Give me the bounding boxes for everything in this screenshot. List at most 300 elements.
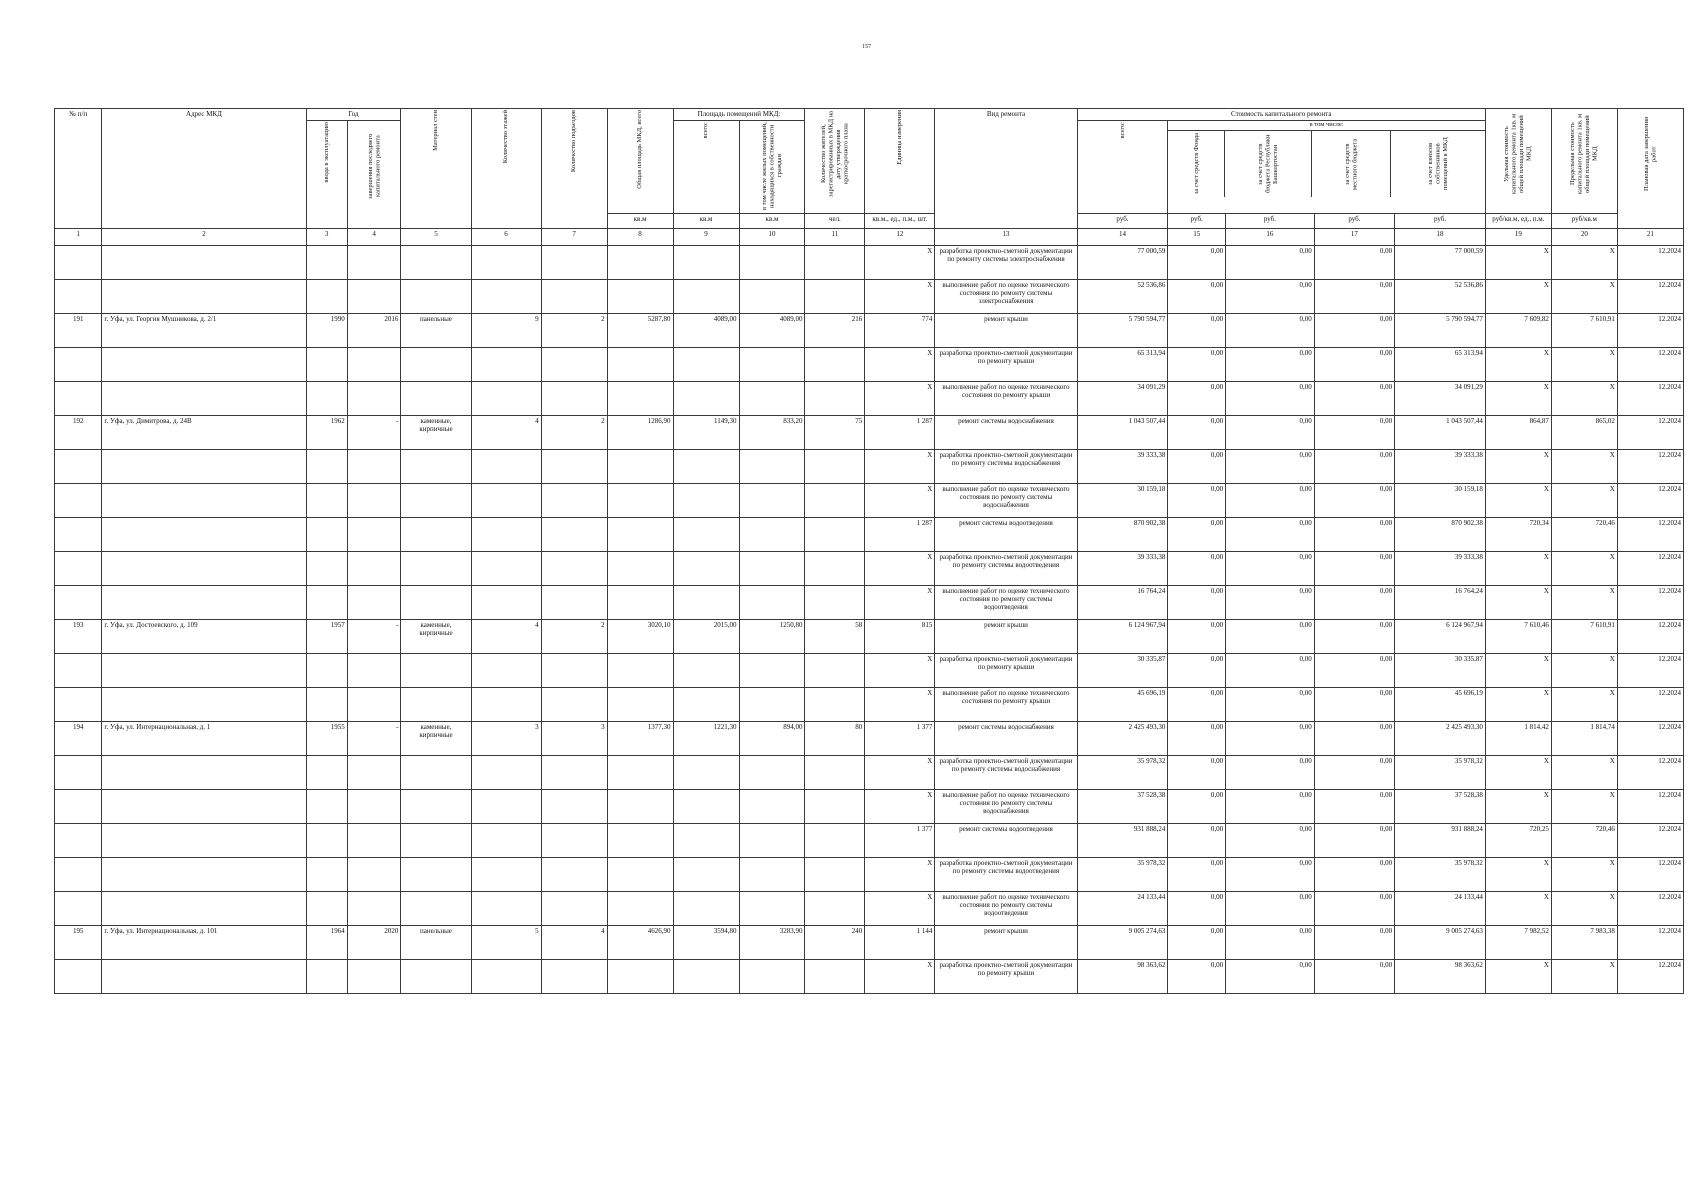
unit-cost-cell: X [1485, 858, 1551, 892]
cost-republic-cell: 0,00 [1226, 348, 1315, 382]
header-premises-owned: в том числе жилых помещений, находящихся в собственности граждан [739, 121, 805, 214]
address-cell [102, 790, 306, 824]
cost-owners-cell: 39 333,38 [1395, 450, 1486, 484]
table-row [55, 280, 1684, 314]
cost-owners-cell: 9 005 274,63 [1395, 926, 1486, 960]
col-number: 8 [607, 229, 673, 246]
unit-cell: X [865, 348, 935, 382]
commission-year-cell: 1955 [306, 722, 347, 756]
cost-owners-cell: 98 363,62 [1395, 960, 1486, 994]
header-unit-cost: Удельная стоимость капитального ремонта 1кв. м общей площади помещений МКД [1485, 109, 1551, 214]
entrances-cell [541, 450, 607, 484]
planned-date-cell: 12.2024 [1617, 314, 1683, 348]
premises-owned-cell: 4089,00 [739, 314, 805, 348]
floors-cell [471, 552, 541, 586]
row-number: 193 [55, 620, 102, 654]
repair-type-cell: разработка проектно-сметной документации по ремонту крыши [935, 654, 1077, 688]
header-cost-local: за счет средств местного бюджета [1312, 131, 1391, 197]
table-row [55, 756, 1684, 790]
entrances-cell: 2 [541, 314, 607, 348]
entrances-cell [541, 960, 607, 994]
cost-republic-cell: 0,00 [1226, 484, 1315, 518]
max-cost-cell: X [1551, 552, 1617, 586]
residents-cell [805, 552, 865, 586]
commission-year-cell [306, 552, 347, 586]
premises-total-cell [673, 246, 739, 280]
entrances-cell [541, 756, 607, 790]
cost-local-cell: 0,00 [1314, 824, 1394, 858]
total-area-cell: 5287,80 [607, 314, 673, 348]
floors-cell [471, 824, 541, 858]
premises-total-cell [673, 382, 739, 416]
max-cost-cell: X [1551, 756, 1617, 790]
max-cost-cell: X [1551, 858, 1617, 892]
total-area-cell [607, 790, 673, 824]
max-cost-cell: X [1551, 586, 1617, 620]
unit-cost-cell: X [1485, 688, 1551, 722]
header-year-last-repair: завершения последнего капитального ремонта [347, 121, 401, 229]
commission-year-cell [306, 518, 347, 552]
cost-fund-cell: 0,00 [1168, 484, 1226, 518]
wall-material-cell [401, 824, 471, 858]
repair-type-cell: ремонт крыши [935, 620, 1077, 654]
unit-cost-cell: X [1485, 246, 1551, 280]
planned-date-cell: 12.2024 [1617, 858, 1683, 892]
unit-cost-cell: X [1485, 960, 1551, 994]
wall-material-cell: каменные, кирпичные [401, 416, 471, 450]
repair-type-cell: ремонт системы водоотведения [935, 518, 1077, 552]
cost-fund-cell: 0,00 [1168, 552, 1226, 586]
row-number [55, 960, 102, 994]
cost-republic-cell: 0,00 [1226, 960, 1315, 994]
cost-local-cell: 0,00 [1314, 484, 1394, 518]
commission-year-cell [306, 688, 347, 722]
col-number: 9 [673, 229, 739, 246]
entrances-cell: 2 [541, 416, 607, 450]
total-area-cell [607, 892, 673, 926]
unit-cost-cell: X [1485, 790, 1551, 824]
header-cost-fund: за счет средств Фонда [1168, 131, 1225, 197]
cost-owners-cell: 1 043 507,44 [1395, 416, 1486, 450]
residents-cell [805, 824, 865, 858]
table-row [55, 620, 1684, 654]
total-area-cell [607, 246, 673, 280]
wall-material-cell [401, 348, 471, 382]
unit-cell: X [865, 586, 935, 620]
header-repair-type: Вид ремонта [935, 109, 1077, 229]
cost-owners-cell: 52 536,86 [1395, 280, 1486, 314]
table-row [55, 790, 1684, 824]
planned-date-cell: 12.2024 [1617, 756, 1683, 790]
total-area-cell [607, 450, 673, 484]
repair-type-cell: ремонт системы водоснабжения [935, 416, 1077, 450]
unit-max-cost: руб/кв.м [1551, 214, 1617, 229]
cost-fund-cell: 0,00 [1168, 450, 1226, 484]
address-cell [102, 382, 306, 416]
entrances-cell [541, 858, 607, 892]
cost-owners-cell: 37 528,38 [1395, 790, 1486, 824]
col-number: 11 [805, 229, 865, 246]
header-residents: Количество жителей, зарегистрированных в МКД на дату утверждения краткосрочного плана [805, 109, 865, 214]
premises-owned-cell [739, 450, 805, 484]
residents-cell [805, 382, 865, 416]
cost-fund-cell: 0,00 [1168, 586, 1226, 620]
address-cell [102, 960, 306, 994]
address-cell [102, 858, 306, 892]
address-cell: г. Уфа, ул. Интернациональная, д. 101 [102, 926, 306, 960]
total-area-cell [607, 654, 673, 688]
col-number: 18 [1395, 229, 1486, 246]
cost-republic-cell: 0,00 [1226, 790, 1315, 824]
row-number [55, 858, 102, 892]
floors-cell [471, 756, 541, 790]
planned-date-cell: 12.2024 [1617, 790, 1683, 824]
floors-cell [471, 450, 541, 484]
floors-cell [471, 246, 541, 280]
residents-cell [805, 484, 865, 518]
total-area-cell: 1286,90 [607, 416, 673, 450]
header-row-1 [55, 109, 1684, 121]
last-repair-year-cell [347, 858, 401, 892]
entrances-cell: 2 [541, 620, 607, 654]
commission-year-cell: 1957 [306, 620, 347, 654]
unit-cost-cell: 7 609,82 [1485, 314, 1551, 348]
capital-repair-table-sheet [54, 108, 1684, 994]
max-cost-cell: 1 814,74 [1551, 722, 1617, 756]
unit-cost-cell: 864,87 [1485, 416, 1551, 450]
unit-cell: X [865, 688, 935, 722]
unit-cost-cell: 7 610,46 [1485, 620, 1551, 654]
column-numbers-row [55, 229, 1684, 246]
header-premises-total: всего: [673, 121, 739, 214]
commission-year-cell: 1962 [306, 416, 347, 450]
unit-cell: 1 377 [865, 722, 935, 756]
row-number [55, 246, 102, 280]
cost-owners-cell: 24 133,44 [1395, 892, 1486, 926]
residents-cell [805, 348, 865, 382]
unit-total-area: кв.м [607, 214, 673, 229]
commission-year-cell [306, 824, 347, 858]
premises-total-cell [673, 790, 739, 824]
total-area-cell: 1377,30 [607, 722, 673, 756]
col-number: 3 [306, 229, 347, 246]
header-premises-group: Площадь помещений МКД: [673, 109, 805, 121]
last-repair-year-cell: - [347, 416, 401, 450]
planned-date-cell: 12.2024 [1617, 654, 1683, 688]
wall-material-cell [401, 756, 471, 790]
repair-type-cell: выполнение работ по оценке технического состояния по ремонту системы электроснабжения [935, 280, 1077, 314]
cost-owners-cell: 35 978,32 [1395, 756, 1486, 790]
unit-cost-cell: X [1485, 280, 1551, 314]
cost-local-cell: 0,00 [1314, 314, 1394, 348]
premises-total-cell [673, 654, 739, 688]
unit-cost-republic: руб. [1226, 214, 1315, 229]
col-number: 5 [401, 229, 471, 246]
table-row [55, 552, 1684, 586]
premises-total-cell [673, 518, 739, 552]
cost-republic-cell: 0,00 [1226, 416, 1315, 450]
cost-local-cell: 0,00 [1314, 348, 1394, 382]
unit-measure: кв.м., ед., п.м., шт. [865, 214, 935, 229]
table-row [55, 892, 1684, 926]
cost-total-cell: 931 888,24 [1077, 824, 1168, 858]
cost-total-cell: 870 902,38 [1077, 518, 1168, 552]
premises-owned-cell [739, 824, 805, 858]
unit-cost-cell: X [1485, 654, 1551, 688]
col-number: 7 [541, 229, 607, 246]
premises-owned-cell [739, 348, 805, 382]
row-number: 195 [55, 926, 102, 960]
commission-year-cell [306, 790, 347, 824]
residents-cell [805, 450, 865, 484]
row-number [55, 586, 102, 620]
planned-date-cell: 12.2024 [1617, 926, 1683, 960]
cost-total-cell: 9 005 274,63 [1077, 926, 1168, 960]
premises-owned-cell [739, 484, 805, 518]
planned-date-cell: 12.2024 [1617, 518, 1683, 552]
cost-total-cell: 77 000,59 [1077, 246, 1168, 280]
cost-republic-cell: 0,00 [1226, 756, 1315, 790]
floors-cell [471, 892, 541, 926]
cost-fund-cell: 0,00 [1168, 790, 1226, 824]
unit-cell: 815 [865, 620, 935, 654]
commission-year-cell: 1964 [306, 926, 347, 960]
cost-total-cell: 52 536,86 [1077, 280, 1168, 314]
address-cell [102, 586, 306, 620]
col-number: 19 [1485, 229, 1551, 246]
last-repair-year-cell [347, 688, 401, 722]
header-cost-total: всего: [1077, 121, 1168, 214]
cost-fund-cell: 0,00 [1168, 926, 1226, 960]
row-number [55, 348, 102, 382]
max-cost-cell: 7 610,91 [1551, 620, 1617, 654]
max-cost-cell: X [1551, 654, 1617, 688]
unit-cost-cell: X [1485, 484, 1551, 518]
premises-total-cell [673, 450, 739, 484]
entrances-cell [541, 892, 607, 926]
header-including-columns [1168, 131, 1485, 197]
cost-owners-cell: 931 888,24 [1395, 824, 1486, 858]
unit-premises-owned: кв.м [739, 214, 805, 229]
cost-owners-cell: 65 313,94 [1395, 348, 1486, 382]
cost-owners-cell: 30 159,18 [1395, 484, 1486, 518]
premises-total-cell: 1149,30 [673, 416, 739, 450]
cost-local-cell: 0,00 [1314, 586, 1394, 620]
premises-total-cell [673, 348, 739, 382]
unit-cost-cell: X [1485, 450, 1551, 484]
wall-material-cell [401, 484, 471, 518]
premises-owned-cell [739, 246, 805, 280]
last-repair-year-cell [347, 552, 401, 586]
table-row [55, 858, 1684, 892]
premises-total-cell [673, 892, 739, 926]
unit-cost-total: руб. [1077, 214, 1168, 229]
premises-total-cell [673, 688, 739, 722]
floors-cell [471, 586, 541, 620]
cost-total-cell: 24 133,44 [1077, 892, 1168, 926]
commission-year-cell: 1990 [306, 314, 347, 348]
commission-year-cell [306, 484, 347, 518]
unit-cost-cell: X [1485, 382, 1551, 416]
header-wall-material: Материал стен [401, 109, 471, 229]
cost-republic-cell: 0,00 [1226, 450, 1315, 484]
col-number: 1 [55, 229, 102, 246]
cost-republic-cell: 0,00 [1226, 892, 1315, 926]
last-repair-year-cell [347, 280, 401, 314]
unit-cell: X [865, 484, 935, 518]
premises-owned-cell [739, 960, 805, 994]
planned-date-cell: 12.2024 [1617, 892, 1683, 926]
cost-total-cell: 35 978,32 [1077, 756, 1168, 790]
row-number: 191 [55, 314, 102, 348]
cost-local-cell: 0,00 [1314, 722, 1394, 756]
header-max-cost: Предельная стоимость капитального ремонта 1кв. м общей площади помещений МКД [1551, 109, 1617, 214]
total-area-cell [607, 518, 673, 552]
cost-local-cell: 0,00 [1314, 756, 1394, 790]
max-cost-cell: 720,46 [1551, 824, 1617, 858]
max-cost-cell: X [1551, 892, 1617, 926]
col-number: 10 [739, 229, 805, 246]
entrances-cell [541, 654, 607, 688]
repair-type-cell: разработка проектно-сметной документации по ремонту системы водоотведения [935, 552, 1077, 586]
header-including: в том числе: [1168, 121, 1485, 131]
header-including-block [1168, 121, 1486, 214]
repair-type-cell: выполнение работ по оценке технического состояния по ремонту системы водоснабжения [935, 790, 1077, 824]
repair-type-cell: разработка проектно-сметной документации по ремонту системы электроснабжения [935, 246, 1077, 280]
header-year-commission: ввода в эксплуатацию [306, 121, 347, 229]
commission-year-cell [306, 858, 347, 892]
table-row [55, 688, 1684, 722]
cost-owners-cell: 30 335,87 [1395, 654, 1486, 688]
cost-republic-cell: 0,00 [1226, 280, 1315, 314]
cost-total-cell: 39 333,38 [1077, 552, 1168, 586]
commission-year-cell [306, 280, 347, 314]
premises-total-cell [673, 280, 739, 314]
entrances-cell: 4 [541, 926, 607, 960]
cost-owners-cell: 77 000,59 [1395, 246, 1486, 280]
unit-cost-cell: X [1485, 348, 1551, 382]
col-number: 15 [1168, 229, 1226, 246]
header-entrances: Количество подъездов [541, 109, 607, 229]
address-cell [102, 518, 306, 552]
cost-fund-cell: 0,00 [1168, 382, 1226, 416]
entrances-cell [541, 246, 607, 280]
cost-owners-cell: 5 790 594,77 [1395, 314, 1486, 348]
max-cost-cell: 865,02 [1551, 416, 1617, 450]
total-area-cell [607, 348, 673, 382]
col-number: 16 [1226, 229, 1315, 246]
cost-republic-cell: 0,00 [1226, 382, 1315, 416]
unit-cost-cell: X [1485, 892, 1551, 926]
table-row [55, 960, 1684, 994]
cost-total-cell: 98 363,62 [1077, 960, 1168, 994]
max-cost-cell: X [1551, 790, 1617, 824]
table-row [55, 654, 1684, 688]
wall-material-cell [401, 688, 471, 722]
table-row [55, 926, 1684, 960]
premises-owned-cell [739, 654, 805, 688]
entrances-cell [541, 280, 607, 314]
residents-cell [805, 246, 865, 280]
entrances-cell [541, 586, 607, 620]
cost-owners-cell: 2 425 493,30 [1395, 722, 1486, 756]
unit-cell: X [865, 280, 935, 314]
residents-cell [805, 280, 865, 314]
cost-local-cell: 0,00 [1314, 892, 1394, 926]
last-repair-year-cell [347, 586, 401, 620]
floors-cell [471, 382, 541, 416]
unit-cost-cell: 1 814,42 [1485, 722, 1551, 756]
cost-fund-cell: 0,00 [1168, 756, 1226, 790]
premises-owned-cell: 833,20 [739, 416, 805, 450]
wall-material-cell [401, 246, 471, 280]
header-unit: Единица измерения [865, 109, 935, 214]
commission-year-cell [306, 450, 347, 484]
entrances-cell [541, 518, 607, 552]
wall-material-cell [401, 518, 471, 552]
wall-material-cell [401, 960, 471, 994]
cost-republic-cell: 0,00 [1226, 620, 1315, 654]
planned-date-cell: 12.2024 [1617, 722, 1683, 756]
row-number [55, 756, 102, 790]
max-cost-cell: X [1551, 246, 1617, 280]
max-cost-cell: X [1551, 280, 1617, 314]
planned-date-cell: 12.2024 [1617, 586, 1683, 620]
cost-republic-cell: 0,00 [1226, 688, 1315, 722]
repair-type-cell: разработка проектно-сметной документации по ремонту системы водоснабжения [935, 756, 1077, 790]
premises-owned-cell: 3283,90 [739, 926, 805, 960]
unit-cell: 1 287 [865, 416, 935, 450]
unit-cell: X [865, 654, 935, 688]
wall-material-cell [401, 450, 471, 484]
unit-cost-cell: X [1485, 552, 1551, 586]
table-row [55, 586, 1684, 620]
unit-cell: X [865, 960, 935, 994]
cost-fund-cell: 0,00 [1168, 654, 1226, 688]
last-repair-year-cell: 2016 [347, 314, 401, 348]
premises-owned-cell [739, 858, 805, 892]
address-cell [102, 450, 306, 484]
last-repair-year-cell: - [347, 620, 401, 654]
floors-cell: 3 [471, 722, 541, 756]
total-area-cell [607, 586, 673, 620]
table-row [55, 484, 1684, 518]
repair-type-cell: ремонт крыши [935, 314, 1077, 348]
planned-date-cell: 12.2024 [1617, 484, 1683, 518]
cost-local-cell: 0,00 [1314, 280, 1394, 314]
unit-cost-cell: 720,25 [1485, 824, 1551, 858]
row-number [55, 552, 102, 586]
unit-cell: X [865, 790, 935, 824]
address-cell [102, 348, 306, 382]
floors-cell [471, 280, 541, 314]
repair-type-cell: ремонт крыши [935, 926, 1077, 960]
unit-cell: 1 377 [865, 824, 935, 858]
repair-type-cell: разработка проектно-сметной документации по ремонту крыши [935, 960, 1077, 994]
cost-owners-cell: 35 978,32 [1395, 858, 1486, 892]
premises-total-cell [673, 586, 739, 620]
total-area-cell [607, 280, 673, 314]
premises-total-cell: 1221,30 [673, 722, 739, 756]
cost-fund-cell: 0,00 [1168, 722, 1226, 756]
unit-cell: X [865, 756, 935, 790]
cost-republic-cell: 0,00 [1226, 518, 1315, 552]
address-cell [102, 484, 306, 518]
header-address: Адрес МКД [102, 109, 306, 229]
cost-total-cell: 30 335,87 [1077, 654, 1168, 688]
cost-fund-cell: 0,00 [1168, 416, 1226, 450]
repair-type-cell: выполнение работ по оценке технического состояния по ремонту системы водоотведения [935, 892, 1077, 926]
